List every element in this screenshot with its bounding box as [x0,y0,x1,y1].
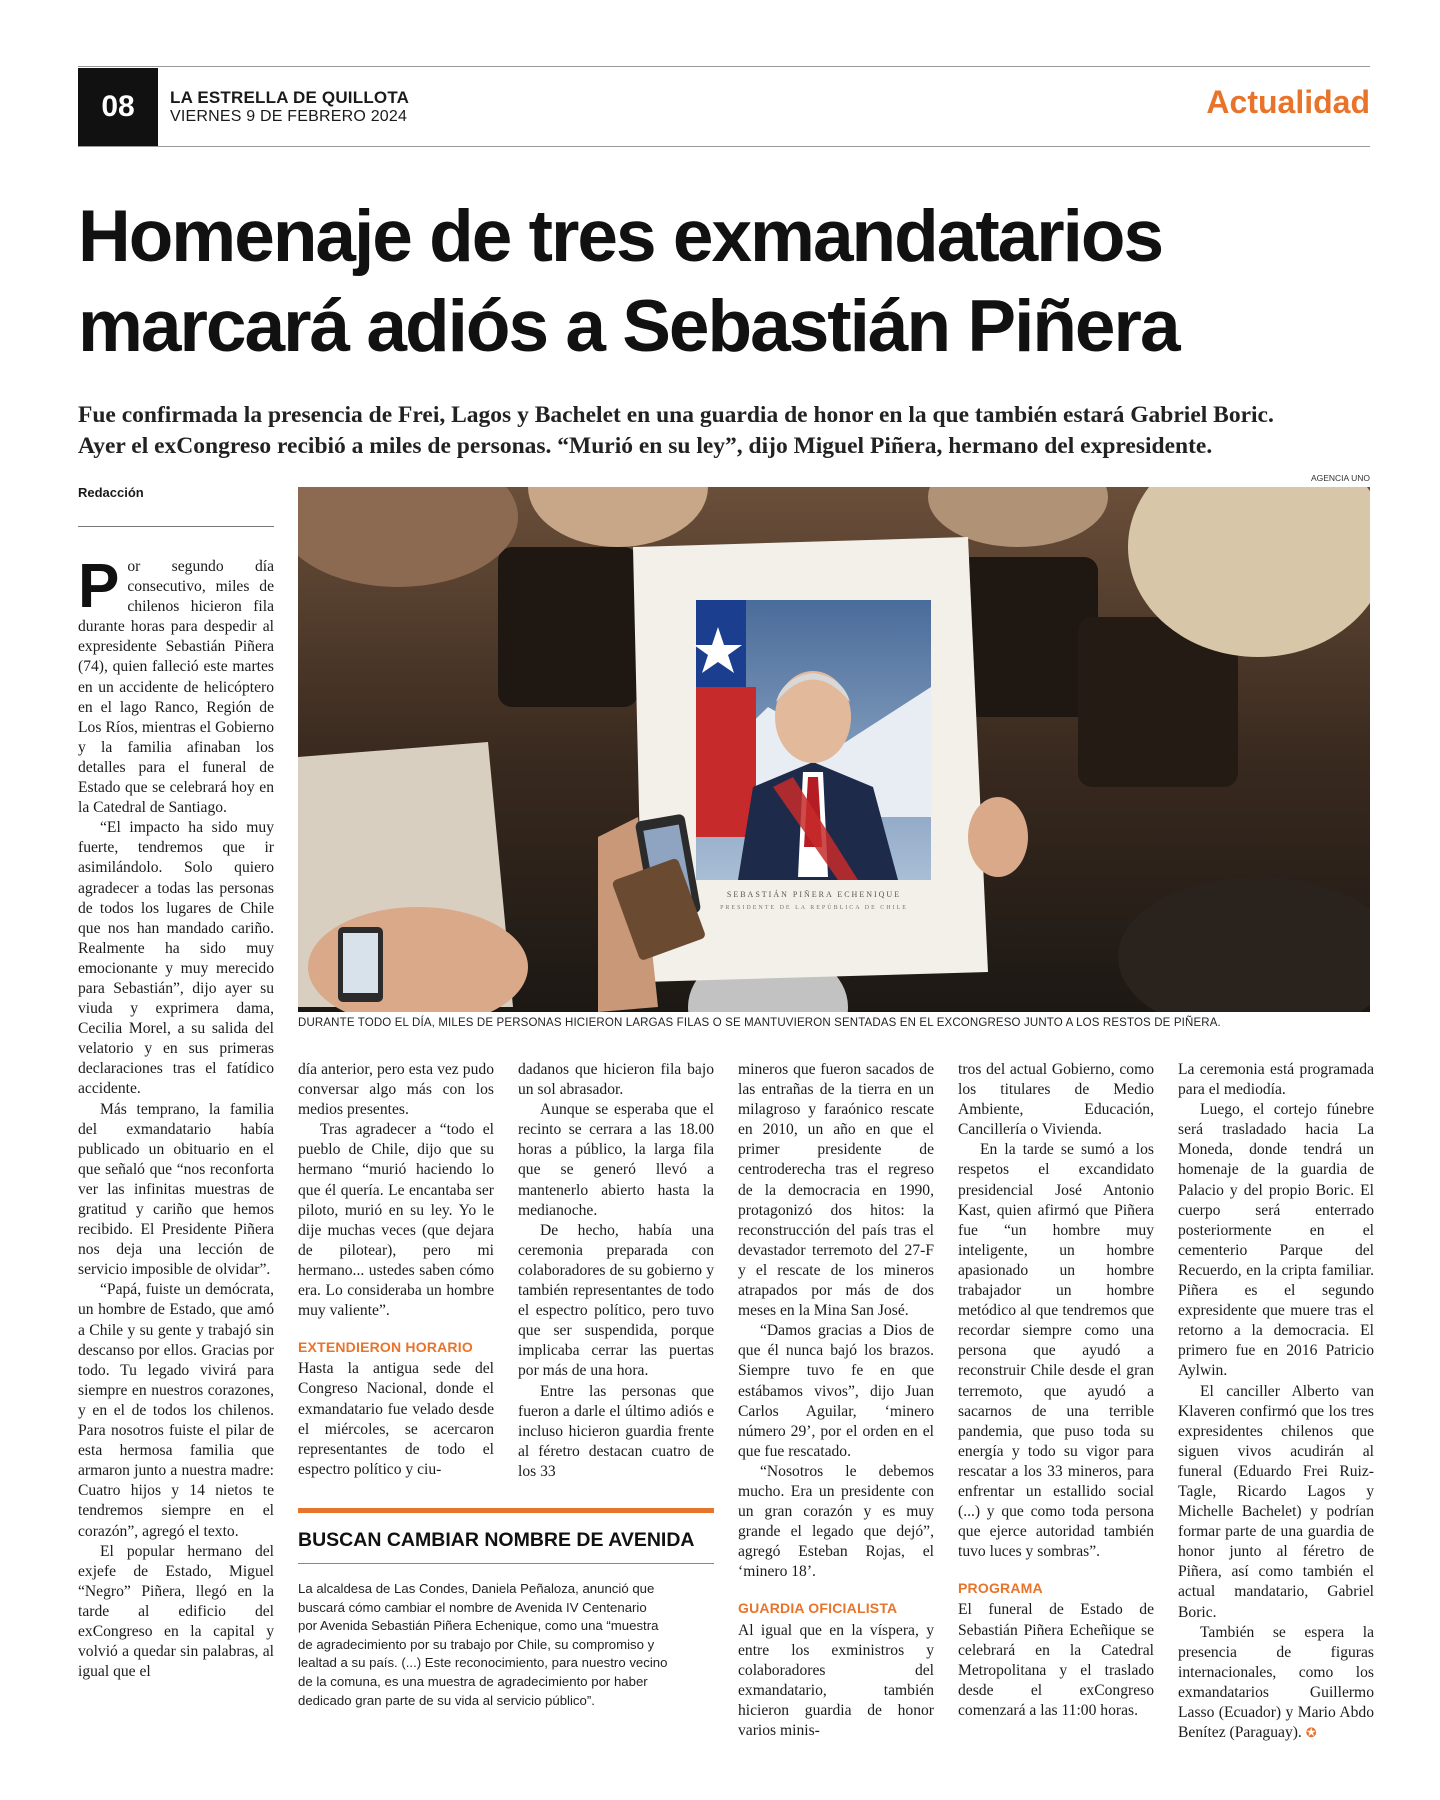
paragraph: Aunque se esperaba que el recinto se cerrara a las 18.00 horas a público, la larga fila que se generó llevó a mantenerlo abierto hasta la medianoche. [518,1101,714,1219]
sidebar-line: La alcaldesa de Las Condes, Daniela Peñaloza, anunció que [298,1581,655,1596]
top-rule [78,66,1370,67]
paragraph: Entre las personas que fueron a darle el último adiós e incluso hicieron guardia frente al féretro destacan cuatro de los 33 [518,1382,714,1480]
header-rule [78,146,1370,147]
paragraph: La ceremonia está programada para el mediodía. [1178,1061,1374,1099]
photo-credit: AGENCIA UNO [1310,473,1370,483]
paragraph: Tras agradecer a “todo el pueblo de Chile, dijo que su hermano “murió haciendo lo que él quería. Le encantaba ser piloto, murió en su ley. Yo le dije muchas veces (que dejara de pilotear), pero mi hermano... ustedes saben cómo era. Lo consideraba un hombre muy valiente”. [298,1121,494,1320]
deck [78,400,1378,462]
paragraph [78,557,274,818]
paragraph: “El impacto ha sido muy fuerte, tendremos que ir asimilándolo. Solo quiero agradecer a todas las personas de todos los lugares de Chile que nos han mandado cariño. Realmente ha sido muy emocionante y muy merecido para Sebastián”, dijo ayer su viuda y exprimera dama, Cecilia Morel, a su salida del velatorio y en sus primeras declaraciones tras el fatídico accidente. [78,819,274,1098]
photo-caption: DURANTE TODO EL DÍA, MILES DE PERSONAS HICIERON LARGAS FILAS O SE MANTUVIERON SENTADAS EN EL EXCONGRESO JUNTO A LOS RESTOS DE PIÑERA. [298,1017,1221,1029]
section-label: Actualidad [1206,84,1370,120]
sidebar-title: BUSCAN CAMBIAR NOMBRE DE AVENIDA [298,1529,695,1551]
body-column-6 [1178,1060,1374,1743]
main-photo [298,487,1370,1012]
subhead-extendieron: EXTENDIERON HORARIO [298,1339,473,1356]
end-mark-icon: ✪ [1305,1725,1317,1741]
paragraph: dadanos que hicieron fila bajo un sol abrasador. [518,1061,714,1099]
paragraph: tros del actual Gobierno, como los titulares de Medio Ambiente, Educación, Cancillería o Vivienda. [958,1061,1154,1139]
newspaper-name: LA ESTRELLA DE QUILLOTA [170,88,410,107]
paragraph: día anterior, pero esta vez pudo conversar algo más con los medios presentes. [298,1061,494,1119]
headline-line-1: Homenaje de tres exmandatarios [78,196,1163,277]
byline: Redacción [78,485,144,500]
issue-date: VIERNES 9 DE FEBRERO 2024 [170,108,408,125]
body-column-3 [518,1060,714,1482]
paragraph: “Papá, fuiste un demócrata, un hombre de Estado, que amó a Chile y su gente y trabajó sin descanso por ellos. Gracias por todo. Tu legado vivirá para siempre en nuestros corazones, y en el de todos los chilenos. Para nosotros fuiste el pilar de esta hermosa familia que armaron junto a nuestra madre: Cuatro hijos y 14 nietos te tendremos siempre en el corazón”, agregó el texto. [78,1281,274,1540]
paragraph: De hecho, había una ceremonia preparada con colaboradores de su gobierno y también representantes de todo el espectro político, pero tuvo que ser suspendida, porque implicaba cerrar las puertas por más de una hora. [518,1221,714,1380]
paragraph: “Damos gracias a Dios de que él nunca bajó los brazos. Siempre tuvo fe en que estábamos vivos”, dijo Juan Carlos Aguilar, ‘minero número 29’, por el orden en el que fue rescatado. [738,1322,934,1460]
drop-cap: P [78,557,120,621]
sidebar-line: de agradecimiento por su trabajo por Chile, su compromiso y [298,1636,655,1652]
subhead-programa: PROGRAMA [958,1580,1043,1597]
paragraph: Hasta la antigua sede del Congreso Nacional, donde el exmandatario fue velado desde el miércoles, se acercaron representantes de todo el espectro político y ciu- [298,1360,494,1478]
page-number: 08 [78,68,158,146]
headline [78,192,1378,372]
sidebar-body [298,1580,714,1710]
body-column-5 [958,1060,1154,1721]
paragraph: El canciller Alberto van Klaveren confirmó que los tres expresidentes chilenos que siguen vivos acudirán al funeral (Eduardo Frei Ruiz-Tagle, Ricardo Lagos y Michelle Bachelet) y podrían formar parte de una guardia de honor junto al féretro de Piñera, así como también el actual mandatario, Gabriel Boric. [1178,1382,1374,1621]
subhead-guardia: GUARDIA OFICIALISTA [738,1600,898,1617]
deck-line-2: Ayer el exCongreso recibió a miles de personas. “Murió en su ley”, dijo Miguel Piñera, hermano del expresidente. [78,433,1213,459]
paragraph [1178,1623,1374,1744]
headline-line-2: marcará adiós a Sebastián Piñera [78,286,1179,367]
sidebar-line: dedicado gran parte de su vida al servicio público”. [298,1692,595,1708]
paragraph: Luego, el cortejo fúnebre será trasladado hacia La Moneda, donde tendrá un homenaje de la guardia de Palacio y del propio Boric. El cuerpo será enterrado posteriormente en el cementerio Parque del Recuerdo, en la cripta familiar. Piñera es el segundo expresidente que muere tras el retorno a la democracia. El primero fue en 2016 Patricio Aylwin. [1178,1101,1374,1380]
portrait-label-line-2: PRESIDENTE DE LA REPÚBLICA DE CHILE [720,905,908,911]
sidebar-line: buscará cómo cambiar el nombre de Avenida IV Centenario [298,1599,647,1615]
paragraph: Al igual que en la víspera, y entre los exministros y colaboradores del exmandatario, también hicieron guardia de honor varios minis- [738,1621,934,1739]
paragraph: Más temprano, la familia del exmandatario había publicado un obituario en el que señaló que “nos reconforta ver las infinitas muestras de gratitud y cariño que hemos recibido. El Presidente Piñera nos deja una lección de servicio imposible de olvidar”. [78,1100,274,1279]
byline-rule [78,526,274,527]
sidebar-accent-rule [298,1508,714,1513]
paragraph: En la tarde se sumó a los respetos el excandidato presidencial José Antonio Kast, quien afirmó que Piñera fue “un hombre muy inteligente, un hombre apasionado un hombre trabajador un hombre metódico al que tendremos que recordar siempre como una persona que ayudó a reconstruir Chile desde el gran terremoto, que ayudó a sacarnos de una terrible pandemia, que puso toda su energía y todo su vigor para rescatar a los 33 mineros, para enfrentar un estallido social (...) y que como toda persona que ejerce autoridad también tuvo luces y sombras”. [958,1141,1154,1561]
sidebar-line: por Avenida Sebastián Piñera Echenique, como una “muestra [298,1618,659,1634]
sidebar-rule [298,1563,714,1564]
body-column-1 [78,557,274,1697]
paragraph: mineros que fueron sacados de las entrañas de la tierra en un milagroso y faraónico rescate en 2010, un año en que el primer presidente de centroderecha tras el regreso de la democracia en 1990, protagonizó dos hitos: la reconstrucción del país tras el devastador terremoto del 27-F y el rescate de los mineros atrapados por más de dos meses en la Mina San José. [738,1061,934,1320]
sidebar-line: lealtad a su país. (...) Este reconocimiento, para nuestro vecino [298,1655,668,1671]
paragraph: El funeral de Estado de Sebastián Piñera Echeñique se celebrará en la Catedral Metropolitana y el traslado desde el exCongreso comenzará a las 11:00 horas. [958,1601,1154,1719]
paragraph-text: or segundo día consecutivo, miles de chilenos hicieron fila durante horas para despedir al expresidente Sebastián Piñera (74), quien falleció este martes en un accidente de helicóptero en el lago Ranco, Región de Los Ríos, mientras el Gobierno y la familia afinaban los detalles para el funeral de Estado que se celebrará hoy en la Catedral de Santiago. [78,558,274,817]
portrait-label-line-1: SEBASTIÁN PIÑERA ECHENIQUE [726,890,902,899]
paragraph-text: También se espera la presencia de figuras internacionales, como los exmandatarios Guillermo Lasso (Ecuador) y Mario Abdo Benítez (Paraguay). [1178,1623,1374,1742]
paragraph: El popular hermano del exjefe de Estado, Miguel “Negro” Piñera, llegó en la tarde al edificio del exCongreso en la capital y volvió a quedar sin palabras, al igual que el [78,1542,274,1681]
paragraph: “Nosotros le debemos mucho. Era un presidente con un gran corazón y es muy grande el legado que dejó”, agregó Esteban Rojas, el ‘minero 18’. [738,1462,934,1581]
sidebar-line: de la comuna, es una muestra de agradecimiento por haber [298,1673,648,1689]
body-column-4 [738,1060,934,1741]
body-column-2 [298,1060,494,1480]
deck-line-1: Fue confirmada la presencia de Frei, Lagos y Bachelet en una guardia de honor en la que también estará Gabriel Boric. [78,402,1274,428]
